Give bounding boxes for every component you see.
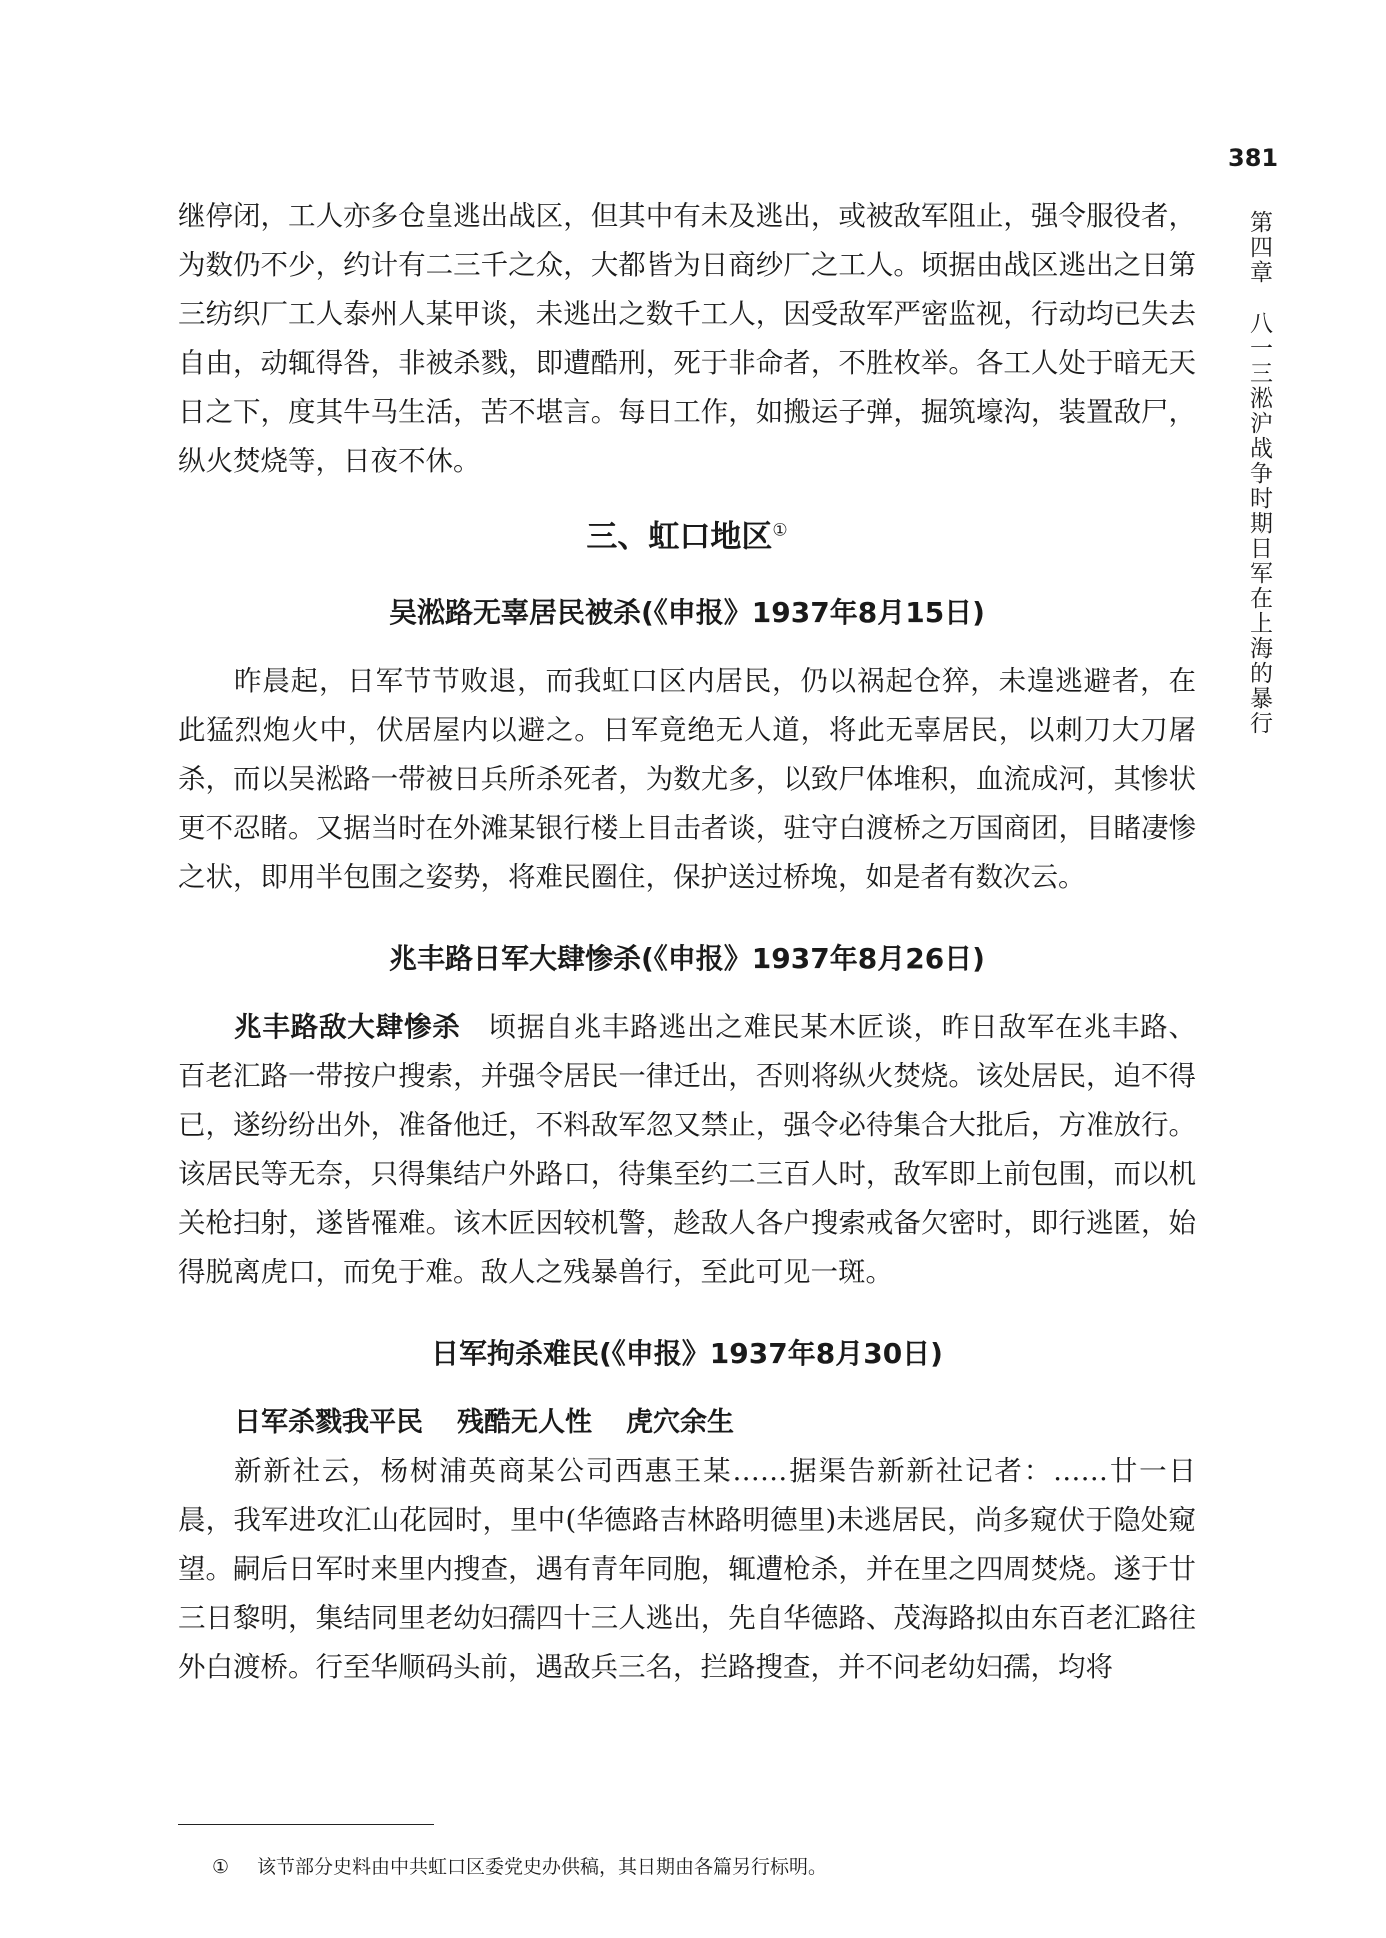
article-paragraph: [178, 1003, 1196, 1297]
footnote-divider: [178, 1824, 434, 1825]
article-subtitle: 残酷无人性: [457, 1407, 592, 1438]
footnote: [212, 1852, 827, 1879]
article-paragraph-text: 顷据自兆丰路逃出之难民某木匠谈，昨日敌军在兆丰路、百老汇路一带按户搜索，并强令居民一律迁出，否则将纵火焚烧。该处居民，迫不得已，遂纷纷出外，准备他迁，不料敌军忽又禁止，强令必待集合大批后，方准放行。该居民等无奈，只得集结户外路口，待集至约二三百人时，敌军即上前包围，而以机关枪扫射，遂皆罹难。该木匠因较机警，趁敌人各户搜索戒备欠密时，即行逃匿，始得脱离虎口，而免于难。敌人之残暴兽行，至此可见一斑。: [178, 1011, 1196, 1288]
article-subtitles: [178, 1398, 1196, 1447]
article-title: 日军拘杀难民(《申报》1937年8月30日): [431, 1337, 943, 1370]
article-paragraph: 新新社云，杨树浦英商某公司西惠王某……据渠告新新社记者：……廿一日晨，我军进攻汇山花园时，里中(华德路吉林路明德里)未逃居民，尚多窥伏于隐处窥望。嗣后日军时来里内搜查，遇有青年同胞，辄遭枪杀，并在里之四周焚烧。遂于廿三日黎明，集结同里老幼妇孺四十三人逃出，先自华德路、茂海路拟由东百老汇路往外白渡桥。行至华顺码头前，遇敌兵三名，拦路搜查，并不问老幼妇孺，均将: [178, 1455, 1196, 1683]
footnote-text: 该节部分史料由中共虹口区委党史办供稿，其日期由各篇另行标明。: [257, 1856, 828, 1878]
page-content: [178, 192, 1196, 1692]
section-footnote-marker: ①: [772, 520, 788, 541]
chapter-side-title: [1242, 210, 1276, 736]
chapter-title: 八一三淞沪战争时期日军在上海的暴行: [1246, 311, 1272, 736]
article-paragraph: 昨晨起，日军节节败退，而我虹口区内居民，仍以祸起仓猝，未遑逃避者，在此猛烈炮火中，伏居屋内以避之。日军竟绝无人道，将此无辜居民，以刺刀大刀屠杀，而以吴淞路一带被日兵所杀死者，为数尤多，以致尸体堆积，血流成河，其惨状更不忍睹。又据当时在外滩某银行楼上目击者谈，驻守白渡桥之万国商团，目睹凄惨之状，即用半包围之姿势，将难民圈住，保护送过桥堍，如是者有数次云。: [178, 665, 1196, 893]
article-title: 兆丰路日军大肆惨杀(《申报》1937年8月26日): [389, 942, 985, 975]
section-heading: [178, 511, 1196, 556]
article-subtitle: 日军杀戮我平民: [234, 1407, 423, 1438]
article-title: 吴淞路无辜居民被杀(《申报》1937年8月15日): [389, 596, 985, 629]
section-title: 三、虹口地区: [586, 519, 773, 555]
footnote-marker: ①: [212, 1856, 230, 1878]
intro-paragraph: 继停闭，工人亦多仓皇逃出战区，但其中有未及逃出，或被敌军阻止，强令服役者，为数仍不少，约计有二三千之众，大都皆为日商纱厂之工人。顷据由战区逃出之日第三纺织厂工人泰州人某甲谈，未逃出之数千工人，因受敌军严密监视，行动均已失去自由，动辄得咎，非被杀戮，即遭酷刑，死于非命者，不胜枚举。各工人处于暗无天日之下，度其牛马生活，苦不堪言。每日工作，如搬运子弹，掘筑壕沟，装置敌尸，纵火焚烧等，日夜不休。: [178, 200, 1196, 477]
article-subtitle: 虎穴余生: [626, 1407, 734, 1438]
article-lead: 兆丰路敌大肆惨杀: [234, 1011, 461, 1043]
chapter-label: 第四章: [1246, 210, 1272, 285]
page-number: 381: [1228, 144, 1279, 172]
